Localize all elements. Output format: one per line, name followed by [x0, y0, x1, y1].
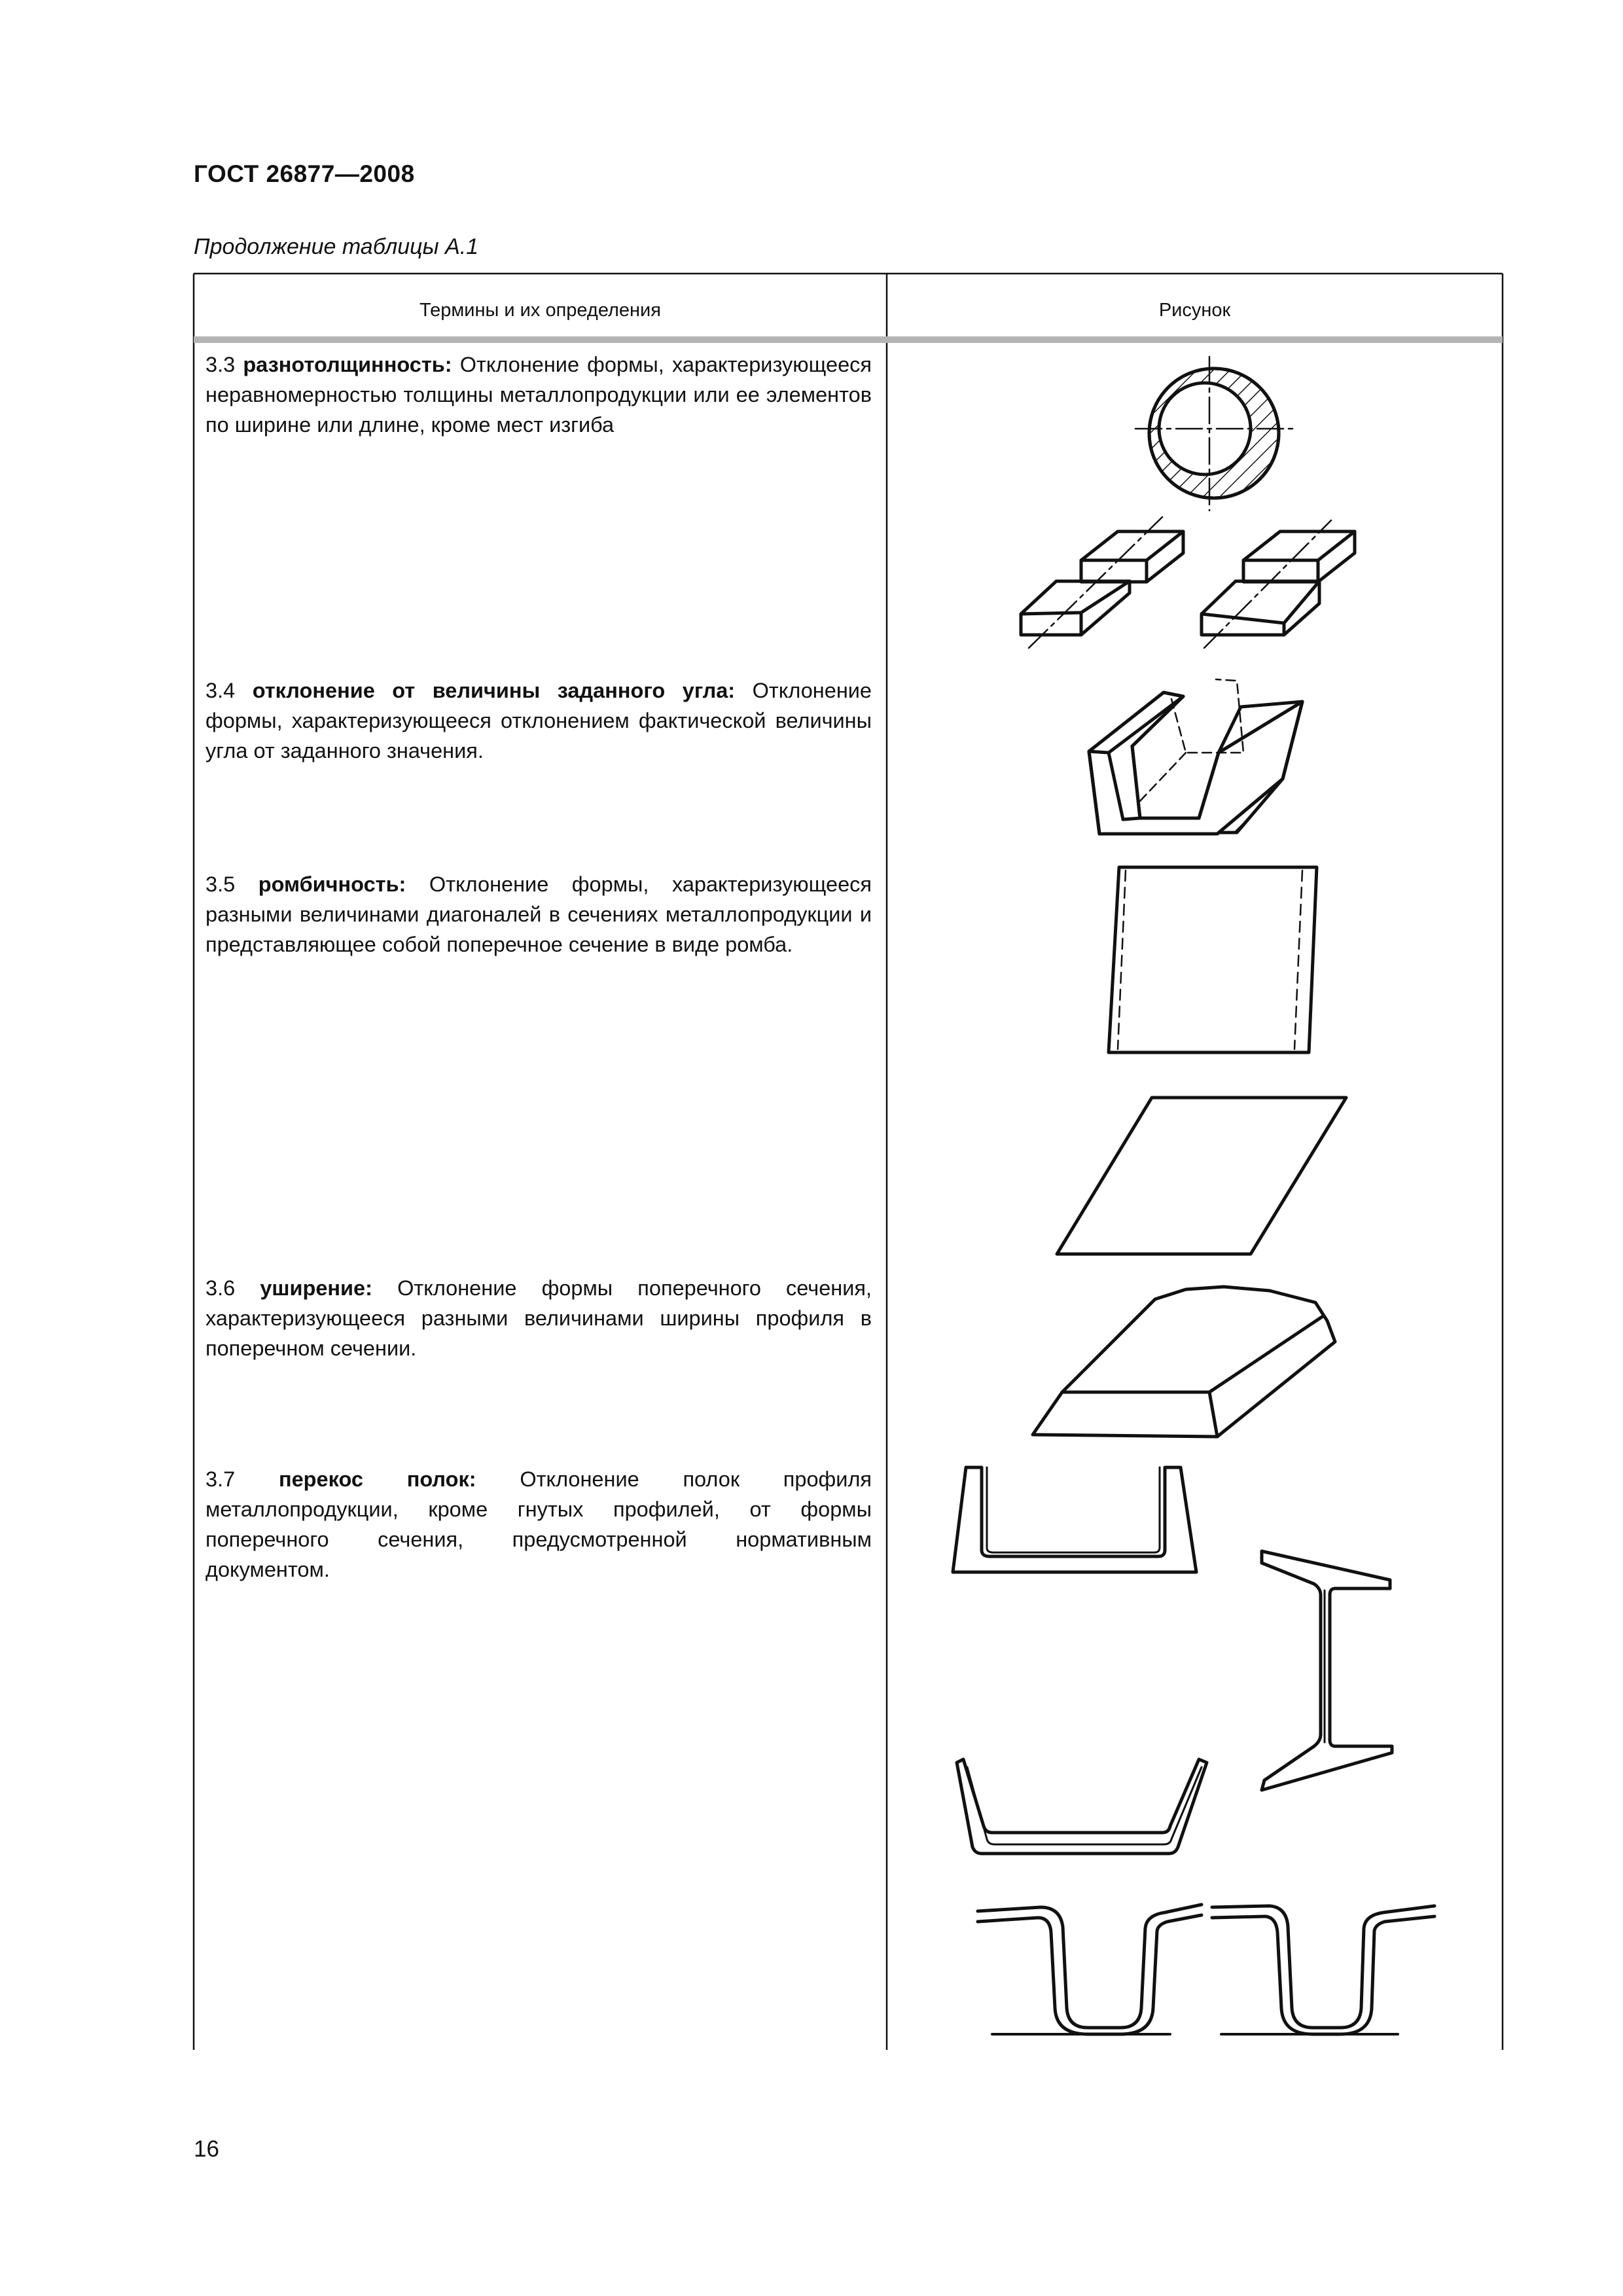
term-definition: Отклонение полок профиля металлопродукции, кроме гнутых профилей, от формы поперечного сечения, предусмотренной нормативным документом. [205, 1467, 872, 1581]
figure-3-7-channel-splayed [957, 1759, 1207, 1854]
term-definition: Отклонение формы, характеризующееся неравномерностью толщины металлопродукции или ее элементов по ширине или длине, кроме мест изгиба [205, 353, 872, 437]
term-number: 3.3 [205, 353, 236, 376]
term-name: уширение: [260, 1276, 372, 1300]
figure-3-3-eccentric-tube [1135, 357, 1293, 511]
figure-3-7-hat-profiles [978, 1905, 1435, 2034]
figure-3-4-angle-channel [1089, 679, 1302, 834]
figure-3-7-i-beam [1262, 1551, 1392, 1790]
term-name: ромбичность: [258, 872, 406, 896]
header-rule [194, 336, 1503, 343]
figure-3-5-rhombus [1057, 1098, 1346, 1254]
page-number: 16 [194, 2136, 219, 2162]
column-header-terms: Термины и их определения [419, 300, 661, 321]
table-caption: Продолжение таблицы А.1 [194, 234, 479, 259]
figure-3-3-tapered-plates [1021, 517, 1355, 648]
term-number: 3.7 [205, 1467, 236, 1491]
figure-3-6-widened-bar [1033, 1287, 1335, 1437]
table-row [205, 675, 872, 766]
term-name: перекос полок: [278, 1467, 476, 1491]
table-row [205, 1464, 872, 1585]
term-definition: Отклонение формы, характеризующееся отклонением фактической величины угла от заданного значения. [205, 679, 872, 762]
figure-3-5-rhomb-side [1109, 867, 1317, 1052]
term-definition: Отклонение формы, характеризующееся разными величинами диагоналей в сечениях металлопродукции и представляющее собой поперечное сечение в виде ромба. [205, 872, 872, 956]
document-title: ГОСТ 26877—2008 [194, 160, 415, 187]
term-number: 3.6 [205, 1276, 236, 1300]
term-name: разнотолщинность: [243, 353, 452, 376]
table-row [205, 1273, 872, 1363]
term-number: 3.5 [205, 872, 236, 896]
term-name: отклонение от величины заданного угла: [252, 679, 736, 702]
table-row [205, 350, 872, 440]
table-row [205, 869, 872, 960]
term-number: 3.4 [205, 679, 236, 702]
figure-3-7-channel-top [953, 1467, 1196, 1572]
column-header-figure: Рисунок [1158, 300, 1231, 321]
term-definition: Отклонение формы поперечного сечения, характеризующееся разными величинами ширины профиля в поперечном сечении. [205, 1276, 872, 1360]
